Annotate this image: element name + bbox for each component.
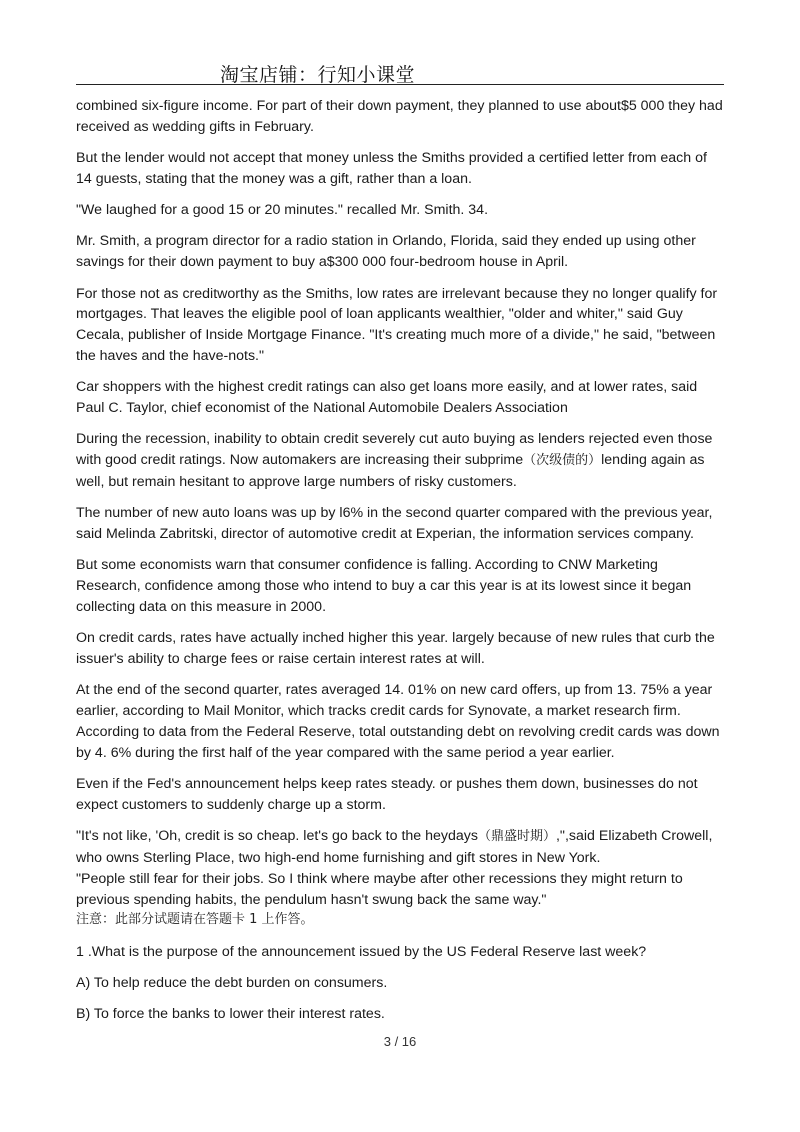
question-option: B) To force the banks to lower their interest rates. [76, 1006, 385, 1023]
header-title: 淘宝店铺：行知小课堂 [220, 64, 416, 86]
question-option: A) To help reduce the debt burden on consumers. [76, 974, 388, 991]
page-header [76, 58, 724, 85]
paragraph: For those not as creditworthy as the Smiths, low rates are irrelevant because they no longer qualify for mortgages. That leaves the eligible pool of loan applicants wealthier, "older and whiter," said Guy Cecala, publisher of Inside Mortgage Finance. "It's creating much more of a divide," he said, "between the haves and the have-nots." [76, 285, 718, 364]
text: During the recession, inability to obtain credit severely cut auto buying as lenders rejected even those with good credit ratings. Now automakers are increasing their subprime [76, 431, 713, 469]
paragraph: "We laughed for a good 15 or 20 minutes." recalled Mr. Smith. 34. [76, 202, 489, 219]
text: lending again as well, but remain hesitant to approve large numbers of risky customers. [76, 452, 705, 490]
paragraph: Car shoppers with the highest credit ratings can also get loans more easily, and at lower rates, said Paul C. Taylor, chief economist of the National Automobile Dealers Association [76, 379, 698, 417]
paragraph: At the end of the second quarter, rates averaged 14. 01% on new card offers, up from 13. 75% a year earlier, according to Mail Monitor, which tracks credit cards for Synovate, a market research firm. According to data from the Federal Reserve, total outstanding debt on revolving credit cards was down by 4. 6% during the first half of the year compared with the same period a year earlier. [76, 682, 720, 761]
paragraph: Mr. Smith, a program director for a radio station in Orlando, Florida, said they ended up using other savings for their down payment to buy a$300 000 four-bedroom house in April. [76, 233, 696, 271]
paragraph: Even if the Fed's announcement helps keep rates steady. or pushes them down, businesses do not expect customers to suddenly charge up a storm. [76, 776, 698, 813]
instruction-note: 注意：此部分试题请在答题卡 1 上作答。 [76, 912, 314, 928]
paragraph-subprime [76, 429, 724, 492]
cjk-gloss: （鼎盛时期） [477, 829, 556, 845]
text: "It's not like, 'Oh, credit is so cheap. let's go back to the heydays [76, 828, 478, 845]
paragraph: "People still fear for their jobs. So I think where maybe after other recessions they might return to previous spending habits, the pendulum hasn't swung back the same way." [76, 870, 683, 908]
page-number: 3 / 16 [383, 1034, 417, 1049]
question-stem: 1 .What is the purpose of the announcement issued by the US Federal Reserve last week? [76, 943, 647, 960]
paragraph-heydays [76, 826, 724, 869]
paragraph: But some economists warn that consumer confidence is falling. According to CNW Marketing Research, confidence among those who intend to buy a car this year is at its lowest since it began collecting data on this measure in 2000. [76, 557, 692, 615]
paragraph: But the lender would not accept that money unless the Smiths provided a certified letter from each of 14 guests, stating that the money was a gift, rather than a loan. [76, 150, 707, 187]
paragraph: On credit cards, rates have actually inched higher this year. largely because of new rules that curb the issuer's ability to charge fees or raise certain interest rates at will. [76, 630, 715, 668]
paragraph: The number of new auto loans was up by l6% in the second quarter compared with the previous year, said Melinda Zabritski, director of automotive credit at Experian, the information services company. [76, 505, 713, 543]
article-body [76, 96, 724, 1035]
paragraph: combined six-figure income. For part of their down payment, they planned to use about$5 000 they had received as wedding gifts in February. [76, 98, 723, 135]
text: ,",said Elizabeth Crowell, who owns Sterling Place, two high-end home furnishing and gift stores in New York. [76, 828, 713, 866]
cjk-gloss: （次级债的） [523, 453, 602, 469]
